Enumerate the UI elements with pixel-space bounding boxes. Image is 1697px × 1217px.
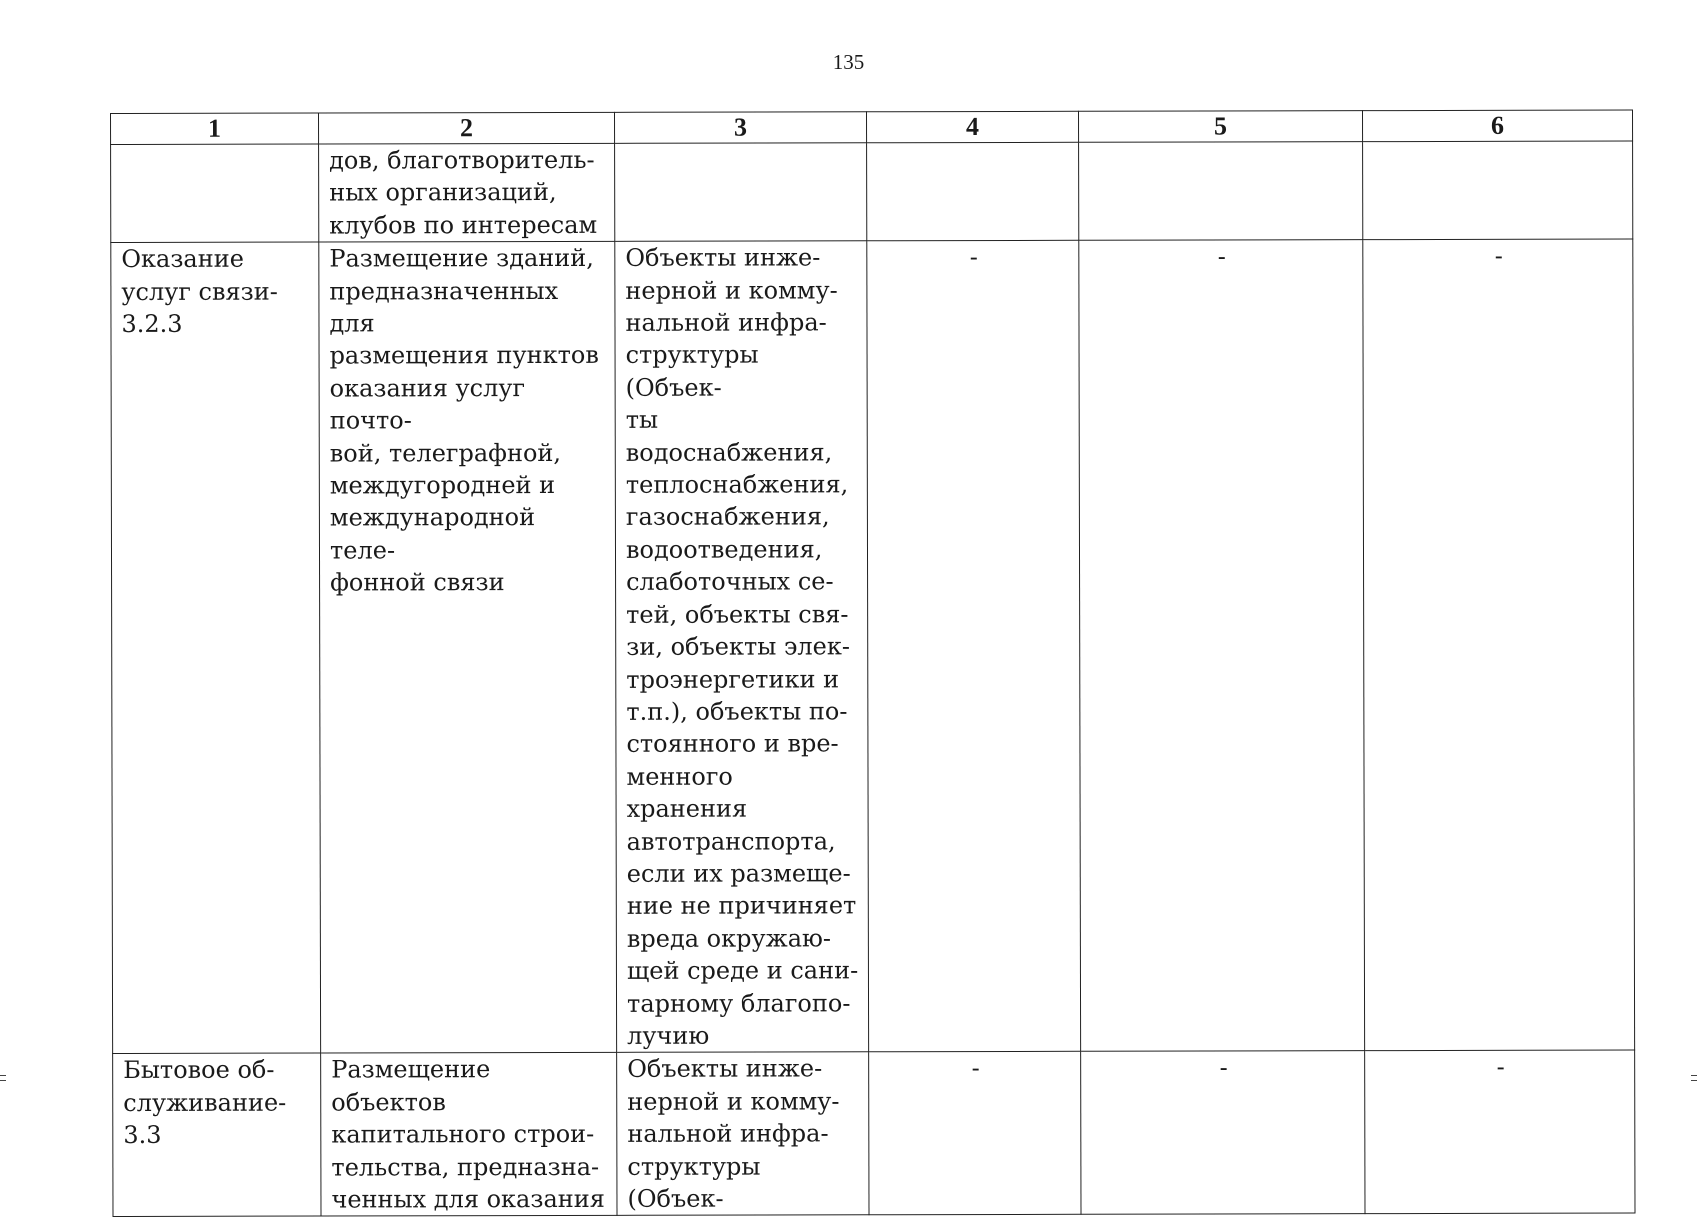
cell-col4 (867, 142, 1079, 241)
cell-description: дов, благотворитель- ных организаций, клубов по интересам (319, 143, 615, 242)
cell-description: Размещение объектов капитального строи- тельства, предназна- ченных для оказания (321, 1053, 617, 1217)
cell-col6: - (1363, 239, 1635, 1051)
column-header-6: 6 (1362, 110, 1632, 142)
cell-col5: - (1079, 240, 1365, 1052)
column-header-5: 5 (1078, 111, 1362, 143)
cell-auxiliary-objects (615, 143, 867, 242)
land-use-table (110, 110, 1636, 1217)
table-header-row (111, 110, 1633, 144)
table-row (113, 1050, 1635, 1216)
cell-col6: - (1365, 1050, 1635, 1214)
page-number: 135 (832, 50, 865, 74)
cell-auxiliary-objects: Объекты инже- нерной и комму- нальной инфра- структуры (Объек- ты водоснабжения, теплоснабжения, газоснабжения, водоотведения, слаботочных се- тей, объекты свя- зи, объекты элек- троэнергетики и т.п.), объекты по- стоянного и вре- менного хранения автотранспорта, если их размеще- ние не причиняет вреда окружаю- щей среде и сани- тарному благопо- лучию (615, 241, 869, 1053)
table-row (111, 141, 1633, 243)
cell-col6 (1363, 141, 1633, 240)
cell-activity-type: Бытовое об- служивание- 3.3 (113, 1053, 321, 1217)
column-header-1: 1 (111, 113, 319, 144)
cell-col4: - (867, 241, 1081, 1053)
cell-description: Размещение зданий, предназначенных для размещения пунктов оказания услуг почто- вой, телеграфной, междугородней и международной теле- фонной связи (319, 242, 617, 1054)
cell-col5 (1079, 142, 1363, 241)
cell-activity-type (111, 144, 319, 243)
scan-edge-mark-left (0, 1075, 6, 1081)
scan-edge-mark-right (1691, 1075, 1697, 1081)
column-header-2: 2 (319, 112, 615, 144)
cell-col4: - (869, 1052, 1081, 1216)
table-row (111, 239, 1635, 1054)
cell-activity-type: Оказание услуг связи- 3.2.3 (111, 242, 321, 1054)
cell-col5: - (1081, 1051, 1365, 1215)
column-header-3: 3 (614, 112, 866, 144)
column-header-4: 4 (866, 111, 1078, 142)
cell-auxiliary-objects: Объекты инже- нерной и комму- нальной инфра- структуры (Объек- (617, 1052, 869, 1216)
